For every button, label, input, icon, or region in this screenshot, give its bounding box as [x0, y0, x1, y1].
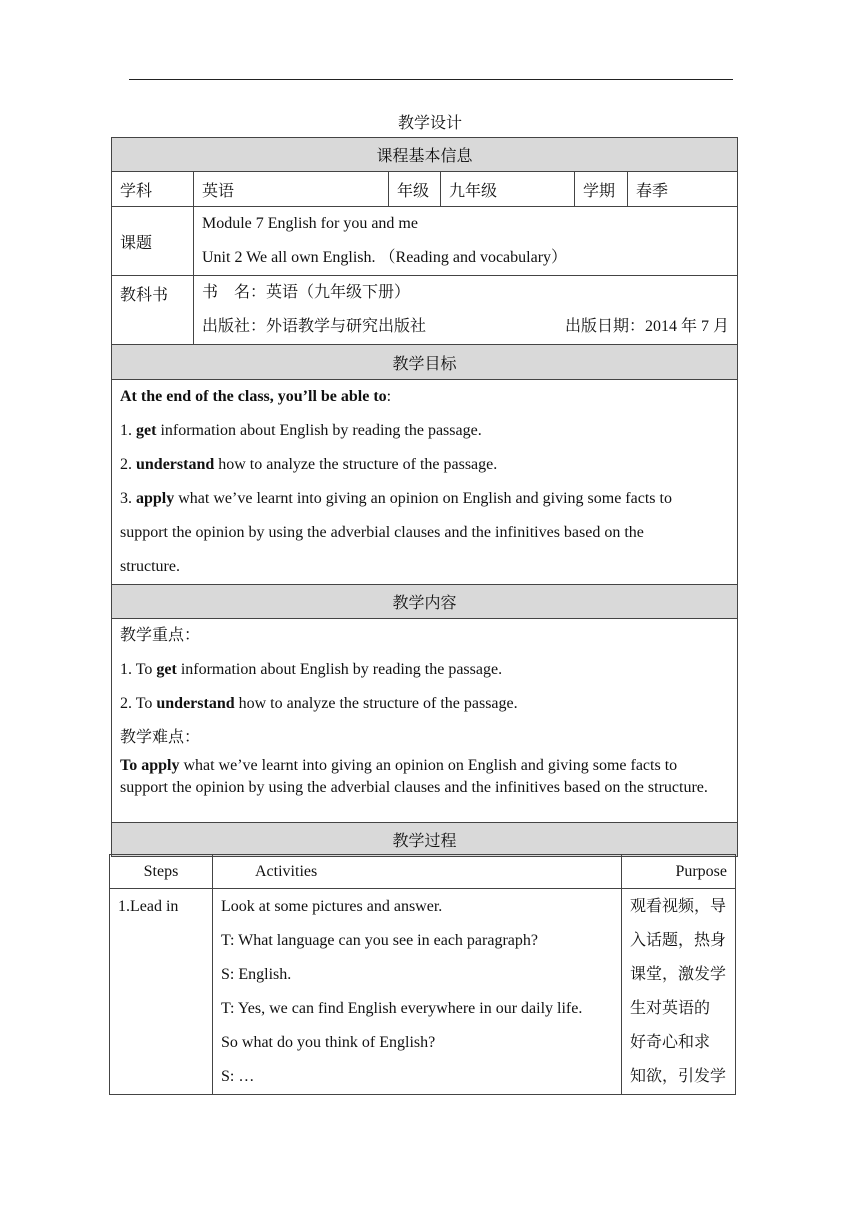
objective-verb: get	[136, 422, 157, 439]
objective-item-3-cont-1: support the opinion by using the adverbial clauses and the infinitives based on the	[120, 524, 644, 541]
key-point-verb: get	[156, 661, 177, 678]
activity-line: S: English.	[221, 966, 292, 983]
key-points-label: 教学重点：	[120, 627, 201, 644]
textbook-cell	[194, 276, 738, 345]
publisher-row	[202, 310, 729, 344]
topic-cell	[194, 207, 738, 276]
process-steps-table	[109, 854, 736, 1095]
col-steps-header: Steps	[110, 855, 213, 889]
purpose-line: 入话题，热身	[630, 932, 727, 949]
objective-text: how to analyze the structure of the passage.	[214, 456, 498, 473]
step-cell	[110, 889, 213, 1095]
objective-item-2	[120, 448, 729, 482]
objectives-intro-rest: :	[386, 388, 392, 405]
key-point-verb: understand	[156, 695, 235, 712]
key-point-1	[120, 653, 729, 687]
book-name: 书 名：英语（九年级下册）	[202, 284, 411, 301]
key-point-2	[120, 687, 729, 721]
objectives-intro	[120, 380, 729, 414]
purpose-line: 生对英语的	[630, 1000, 711, 1017]
purpose-line: 知欲，引发学	[630, 1068, 727, 1085]
lesson-plan-table	[111, 137, 738, 857]
objective-verb: apply	[136, 490, 175, 507]
content-header: 教学内容	[112, 585, 738, 619]
purpose-line: 观看视频，导	[630, 898, 727, 915]
difficult-points-label: 教学难点：	[120, 729, 201, 746]
key-point-text: how to analyze the structure of the passage.	[234, 695, 518, 712]
purpose-cell	[622, 889, 736, 1095]
purpose-line: 课堂，激发学	[630, 966, 727, 983]
objective-verb: understand	[136, 456, 215, 473]
difficult-point-verb: To apply	[120, 757, 180, 774]
objective-prefix: 3.	[120, 490, 136, 507]
key-point-text: information about English by reading the passage.	[176, 661, 503, 678]
key-point-prefix: 2. To	[120, 695, 157, 712]
topic-label: 课题	[112, 207, 194, 276]
activity-line: T: What language can you see in each paragraph?	[221, 932, 538, 949]
activity-line: S: …	[221, 1068, 255, 1085]
top-rule	[129, 79, 733, 80]
col-purpose-header: Purpose	[622, 855, 736, 889]
objective-text: information about English by reading the passage.	[156, 422, 482, 439]
objectives-intro-bold: At the end of the class, you’ll be able to	[120, 388, 387, 405]
step-lead-in: 1.Lead in	[118, 898, 179, 915]
content-cell	[112, 619, 738, 823]
difficult-point-text: what we’ve learnt into giving an opinion on English and giving some facts to support the opinion by using the adverbial clauses and the infinitives based on the structure.	[120, 757, 708, 796]
difficult-point	[120, 755, 729, 799]
publish-date: 出版日期：2014 年 7 月	[565, 318, 730, 335]
objective-prefix: 1.	[120, 422, 136, 439]
activities-cell	[213, 889, 622, 1095]
purpose-line: 好奇心和求	[630, 1034, 711, 1051]
basic-info-header: 课程基本信息	[112, 138, 738, 172]
activity-line: So what do you think of English?	[221, 1034, 436, 1051]
objectives-cell	[112, 380, 738, 585]
objective-item-3	[120, 482, 729, 516]
grade-label: 年级	[389, 172, 441, 207]
publisher: 出版社：外语教学与研究出版社	[202, 318, 427, 335]
objective-text: what we’ve learnt into giving an opinion on English and giving some facts to	[174, 490, 672, 507]
topic-line-1: Module 7 English for you and me	[202, 215, 418, 232]
objective-item-3-cont-2: structure.	[120, 558, 180, 575]
grade-value: 九年级	[441, 172, 575, 207]
subject-label: 学科	[112, 172, 194, 207]
objective-prefix: 2.	[120, 456, 136, 473]
term-label: 学期	[575, 172, 628, 207]
topic-line-2: Unit 2 We all own English. （Reading and vocabulary）	[202, 249, 568, 266]
objectives-header: 教学目标	[112, 345, 738, 380]
textbook-label: 教科书	[112, 276, 194, 345]
key-point-prefix: 1. To	[120, 661, 157, 678]
col-activities-header: Activities	[213, 855, 622, 889]
subject-value: 英语	[194, 172, 389, 207]
activity-line: T: Yes, we can find English everywhere in our daily life.	[221, 1000, 583, 1017]
process-header: 教学过程	[112, 823, 738, 857]
objective-item-1	[120, 414, 729, 448]
activity-line: Look at some pictures and answer.	[221, 898, 443, 915]
page-title: 教学设计	[397, 115, 462, 132]
term-value: 春季	[628, 172, 738, 207]
